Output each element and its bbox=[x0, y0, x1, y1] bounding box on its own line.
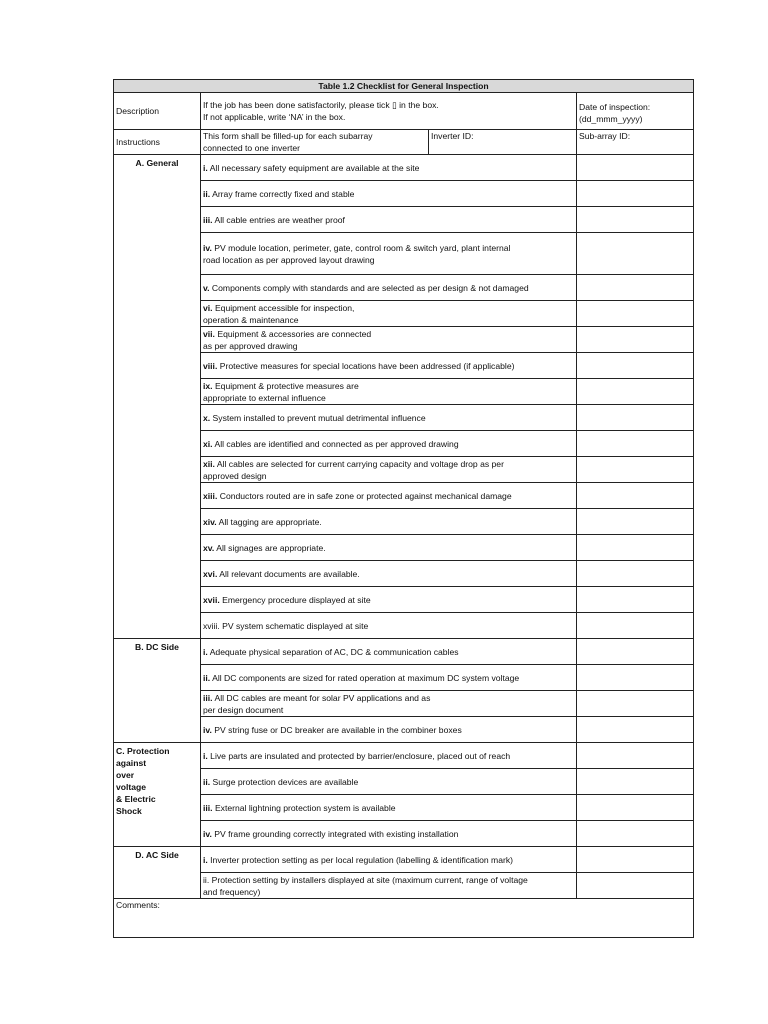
checklist-item-text bbox=[201, 431, 577, 457]
checklist-item-line bbox=[203, 242, 574, 254]
item-number: xvii. bbox=[203, 594, 220, 605]
checklist-item-line bbox=[203, 328, 574, 340]
item-number: iv. bbox=[203, 828, 212, 839]
item-number: xv. bbox=[203, 542, 215, 553]
checklist-row bbox=[114, 665, 694, 691]
tick-box[interactable] bbox=[577, 405, 694, 431]
item-number: xiv. bbox=[203, 516, 217, 527]
tick-box[interactable] bbox=[577, 873, 694, 899]
tick-box[interactable] bbox=[577, 561, 694, 587]
tick-box[interactable] bbox=[577, 457, 694, 483]
tick-box[interactable] bbox=[577, 691, 694, 717]
checklist-item-text bbox=[201, 379, 577, 405]
item-text: as per approved drawing bbox=[203, 340, 298, 351]
checklist-item-text bbox=[201, 301, 577, 327]
tick-box[interactable] bbox=[577, 509, 694, 535]
checklist-item-text bbox=[201, 613, 577, 639]
checklist-item-line bbox=[203, 392, 574, 404]
checklist-row bbox=[114, 301, 694, 327]
item-number: ii. bbox=[203, 672, 211, 683]
checklist-item-text bbox=[201, 483, 577, 509]
checklist-item-line bbox=[203, 724, 574, 736]
tick-box[interactable] bbox=[577, 613, 694, 639]
item-text: ii. Protection setting by installers displayed at site (maximum current, range of voltage bbox=[203, 874, 528, 885]
checklist-item-line bbox=[203, 360, 574, 372]
item-number: iv. bbox=[203, 724, 212, 735]
checklist-item-line bbox=[203, 776, 574, 788]
item-number: i. bbox=[203, 646, 208, 657]
checklist-item-line bbox=[203, 704, 574, 716]
instructions-label: Instructions bbox=[114, 130, 201, 155]
checklist-item-line bbox=[203, 594, 574, 606]
item-number: ii. bbox=[203, 776, 211, 787]
checklist-item-text bbox=[201, 639, 577, 665]
tick-box[interactable] bbox=[577, 847, 694, 873]
item-number: i. bbox=[203, 750, 208, 761]
item-text: Emergency procedure displayed at site bbox=[219, 594, 371, 605]
tick-box[interactable] bbox=[577, 327, 694, 353]
item-text: System installed to prevent mutual detrimental influence bbox=[210, 412, 426, 423]
checklist-row bbox=[114, 353, 694, 379]
item-text: All cable entries are weather proof bbox=[212, 214, 345, 225]
checklist-item-text bbox=[201, 873, 577, 899]
checklist-row bbox=[114, 181, 694, 207]
item-number: x. bbox=[203, 412, 211, 423]
checklist-item-text bbox=[201, 457, 577, 483]
item-text: All relevant documents are available. bbox=[217, 568, 360, 579]
checklist-row bbox=[114, 509, 694, 535]
checklist-item-text bbox=[201, 353, 577, 379]
item-text: PV module location, perimeter, gate, control room & switch yard, plant internal bbox=[211, 242, 511, 253]
comments-field[interactable] bbox=[114, 899, 694, 938]
checklist-row bbox=[114, 379, 694, 405]
checklist-item-line bbox=[203, 620, 574, 632]
description-line-1: If the job has been done satisfactorily, please tick ▯ in the box. bbox=[203, 100, 439, 110]
checklist-item-line bbox=[203, 188, 574, 200]
checklist-item-line bbox=[203, 692, 574, 704]
checklist-item-text bbox=[201, 207, 577, 233]
section-label: B. DC Side bbox=[114, 639, 201, 743]
checklist-row bbox=[114, 639, 694, 665]
tick-box[interactable] bbox=[577, 431, 694, 457]
tick-box[interactable] bbox=[577, 743, 694, 769]
checklist-row bbox=[114, 691, 694, 717]
item-text: Surge protection devices are available bbox=[210, 776, 359, 787]
checklist-row bbox=[114, 717, 694, 743]
checklist-row bbox=[114, 327, 694, 353]
section-label-line: & Electric bbox=[116, 794, 156, 804]
section-label-line: over bbox=[116, 770, 135, 780]
checklist-item-text bbox=[201, 717, 577, 743]
section-label-line: Shock bbox=[116, 806, 142, 816]
checklist-row bbox=[114, 613, 694, 639]
tick-box[interactable] bbox=[577, 665, 694, 691]
checklist-item-text bbox=[201, 275, 577, 301]
item-number: xii. bbox=[203, 458, 215, 469]
checklist-item-line bbox=[203, 802, 574, 814]
tick-box[interactable] bbox=[577, 795, 694, 821]
comments-row bbox=[114, 899, 694, 938]
checklist-item-text bbox=[201, 327, 577, 353]
section-label bbox=[114, 743, 201, 847]
checklist-item-line bbox=[203, 470, 574, 482]
inverter-id-label: Inverter ID: bbox=[431, 131, 474, 141]
checklist-item-line bbox=[203, 568, 574, 580]
subarray-id-label: Sub-array ID: bbox=[579, 131, 631, 141]
item-number: xvi. bbox=[203, 568, 218, 579]
item-number: vi. bbox=[203, 302, 213, 313]
inverter-id-field[interactable] bbox=[429, 130, 577, 155]
checklist-item-text bbox=[201, 509, 577, 535]
section-label-line: C. Protection bbox=[116, 746, 170, 756]
instructions-line-2: connected to one inverter bbox=[203, 143, 300, 153]
item-text: appropriate to external influence bbox=[203, 392, 326, 403]
checklist-row bbox=[114, 483, 694, 509]
item-number: xiii. bbox=[203, 490, 218, 501]
checklist-item-text bbox=[201, 821, 577, 847]
checklist-item-line bbox=[203, 214, 574, 226]
checklist-item-line bbox=[203, 162, 574, 174]
checklist-item-line bbox=[203, 282, 574, 294]
item-text: All cables are selected for current carrying capacity and voltage drop as per bbox=[214, 458, 504, 469]
tick-box[interactable] bbox=[577, 207, 694, 233]
item-number: iv. bbox=[203, 242, 212, 253]
item-number: i. bbox=[203, 162, 208, 173]
item-number: ii. bbox=[203, 188, 211, 199]
item-text: Equipment accessible for inspection, bbox=[212, 302, 355, 313]
instructions-line-1: This form shall be filled-up for each subarray bbox=[203, 131, 373, 141]
item-text: xviii. PV system schematic displayed at site bbox=[203, 620, 369, 631]
tick-box[interactable] bbox=[577, 535, 694, 561]
item-text: PV string fuse or DC breaker are available in the combiner boxes bbox=[211, 724, 462, 735]
checklist-row bbox=[114, 275, 694, 301]
section-label: A. General bbox=[114, 155, 201, 639]
checklist-item-line bbox=[203, 886, 574, 898]
checklist-row bbox=[114, 155, 694, 181]
item-text: Components comply with standards and are selected as per design & not damaged bbox=[209, 282, 529, 293]
item-text: All cables are identified and connected as per approved drawing bbox=[212, 438, 459, 449]
section-label: D. AC Side bbox=[114, 847, 201, 899]
checklist-table bbox=[113, 79, 694, 938]
item-text: per design document bbox=[203, 704, 284, 715]
item-text: Array frame correctly fixed and stable bbox=[210, 188, 355, 199]
section-label-line: voltage bbox=[116, 782, 147, 792]
description-label: Description bbox=[114, 93, 201, 130]
checklist-item-line bbox=[203, 340, 574, 352]
date-of-inspection-field[interactable] bbox=[577, 93, 694, 130]
tick-box[interactable] bbox=[577, 587, 694, 613]
checklist-item-line bbox=[203, 490, 574, 502]
checklist-item-line bbox=[203, 302, 574, 314]
checklist-row bbox=[114, 207, 694, 233]
item-number: iii. bbox=[203, 692, 213, 703]
checklist-row bbox=[114, 431, 694, 457]
checklist-item-line bbox=[203, 646, 574, 658]
date-label: Date of inspection: bbox=[579, 102, 651, 112]
description-line-2: If not applicable, write ‘NA’ in the box. bbox=[203, 112, 346, 122]
checklist-item-text bbox=[201, 795, 577, 821]
checklist-row bbox=[114, 561, 694, 587]
item-text: and frequency) bbox=[203, 886, 261, 897]
tick-box[interactable] bbox=[577, 717, 694, 743]
item-text: Adequate physical separation of AC, DC & communication cables bbox=[207, 646, 459, 657]
checklist-row bbox=[114, 535, 694, 561]
checklist-item-line bbox=[203, 412, 574, 424]
item-text: operation & maintenance bbox=[203, 314, 299, 325]
date-format: (dd_mmm_yyyy) bbox=[579, 114, 643, 124]
item-number: iii. bbox=[203, 214, 213, 225]
tick-box[interactable] bbox=[577, 821, 694, 847]
tick-box[interactable] bbox=[577, 639, 694, 665]
checklist-item-line bbox=[203, 672, 574, 684]
item-text: PV frame grounding correctly integrated with existing installation bbox=[211, 828, 459, 839]
tick-box[interactable] bbox=[577, 353, 694, 379]
checklist-item-text bbox=[201, 155, 577, 181]
checklist-item-text bbox=[201, 847, 577, 873]
checklist-row bbox=[114, 769, 694, 795]
item-text: All DC cables are meant for solar PV applications and as bbox=[212, 692, 431, 703]
checklist-item-text bbox=[201, 561, 577, 587]
item-text: Conductors routed are in safe zone or protected against mechanical damage bbox=[217, 490, 512, 501]
item-text: All necessary safety equipment are available at the site bbox=[207, 162, 420, 173]
checklist-row bbox=[114, 847, 694, 873]
checklist-row bbox=[114, 233, 694, 275]
item-text: Equipment & accessories are connected bbox=[214, 328, 372, 339]
checklist-item-line bbox=[203, 516, 574, 528]
subarray-id-field[interactable] bbox=[577, 130, 694, 155]
tick-box[interactable] bbox=[577, 155, 694, 181]
item-text: Inverter protection setting as per local regulation (labelling & identification mark) bbox=[207, 854, 514, 865]
checklist-item-text bbox=[201, 405, 577, 431]
checklist-item-line bbox=[203, 542, 574, 554]
section-label-line: against bbox=[116, 758, 147, 768]
checklist-row bbox=[114, 457, 694, 483]
checklist-item-line bbox=[203, 458, 574, 470]
checklist-item-line bbox=[203, 380, 574, 392]
item-number: ix. bbox=[203, 380, 213, 391]
checklist-row bbox=[114, 587, 694, 613]
checklist-item-text bbox=[201, 769, 577, 795]
item-number: viii. bbox=[203, 360, 218, 371]
checklist-item-text bbox=[201, 535, 577, 561]
tick-box[interactable] bbox=[577, 301, 694, 327]
checklist-item-line bbox=[203, 438, 574, 450]
item-number: v. bbox=[203, 282, 210, 293]
checklist-item-line bbox=[203, 314, 574, 326]
checklist-item-text bbox=[201, 587, 577, 613]
tick-box[interactable] bbox=[577, 233, 694, 275]
tick-box[interactable] bbox=[577, 483, 694, 509]
item-number: i. bbox=[203, 854, 208, 865]
item-number: xi. bbox=[203, 438, 213, 449]
item-text: Protective measures for special locations have been addressed (if applicable) bbox=[217, 360, 515, 371]
tick-box[interactable] bbox=[577, 181, 694, 207]
checklist-row bbox=[114, 873, 694, 899]
checklist-item-text bbox=[201, 233, 577, 275]
item-text: All tagging are appropriate. bbox=[216, 516, 322, 527]
checklist-item-line bbox=[203, 828, 574, 840]
checklist-row bbox=[114, 795, 694, 821]
item-text: External lightning protection system is available bbox=[212, 802, 396, 813]
item-number: iii. bbox=[203, 802, 213, 813]
description-text bbox=[201, 93, 577, 130]
checklist-row bbox=[114, 821, 694, 847]
tick-box[interactable] bbox=[577, 769, 694, 795]
checklist-item-line bbox=[203, 854, 574, 866]
item-number: vii. bbox=[203, 328, 215, 339]
checklist-item-line bbox=[203, 874, 574, 886]
checklist-item-text bbox=[201, 743, 577, 769]
item-text: All signages are appropriate. bbox=[214, 542, 326, 553]
inspection-checklist-sheet bbox=[113, 79, 693, 938]
item-text: Equipment & protective measures are bbox=[212, 380, 359, 391]
table-title: Table 1.2 Checklist for General Inspection bbox=[114, 80, 694, 93]
item-text: Live parts are insulated and protected by barrier/enclosure, placed out of reach bbox=[207, 750, 511, 761]
checklist-item-line bbox=[203, 254, 574, 266]
checklist-item-text bbox=[201, 181, 577, 207]
item-text: road location as per approved layout drawing bbox=[203, 254, 375, 265]
item-text: All DC components are sized for rated operation at maximum DC system voltage bbox=[210, 672, 520, 683]
checklist-row bbox=[114, 405, 694, 431]
checklist-row bbox=[114, 743, 694, 769]
instructions-text bbox=[201, 130, 429, 155]
checklist-item-text bbox=[201, 691, 577, 717]
comments-label: Comments: bbox=[116, 900, 160, 910]
tick-box[interactable] bbox=[577, 275, 694, 301]
checklist-item-text bbox=[201, 665, 577, 691]
checklist-item-line bbox=[203, 750, 574, 762]
item-text: approved design bbox=[203, 470, 267, 481]
tick-box[interactable] bbox=[577, 379, 694, 405]
